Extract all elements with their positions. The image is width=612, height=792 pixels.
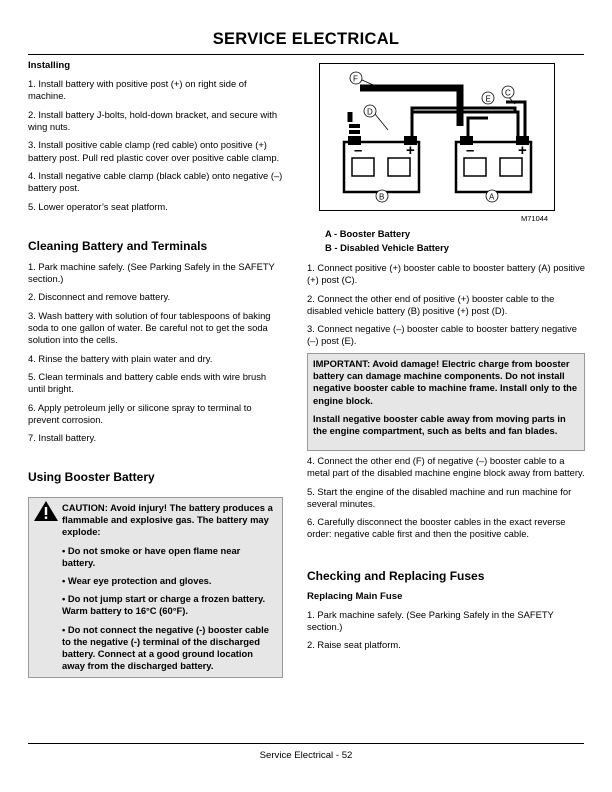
battery-illustration bbox=[320, 64, 554, 210]
callout-c: C bbox=[505, 88, 511, 98]
figure-id: M71044 bbox=[521, 214, 549, 223]
fuse-step: 1. Park machine safely. (See Parking Safely in the SAFETY section.) bbox=[307, 608, 554, 632]
figure-legend bbox=[325, 227, 449, 255]
main-fuse-label: Replacing Main Fuse bbox=[307, 590, 403, 602]
booster-step: 3. Connect negative (–) booster cable to booster battery negative (–) post (E). bbox=[307, 323, 577, 347]
callout-b: B bbox=[379, 192, 385, 202]
callout-a: A bbox=[489, 192, 495, 202]
cleaning-step: 6. Apply petroleum jelly or silicone spray to terminal to prevent corrosion. bbox=[28, 401, 252, 425]
cleaning-step: 7. Install battery. bbox=[28, 432, 97, 444]
booster-step: 6. Carefully disconnect the booster cables in the exact reverse order: negative cable first and then the positive cable. bbox=[307, 516, 566, 540]
callout-e: E bbox=[485, 94, 491, 104]
installing-step: 3. Install positive cable clamp (red cable) onto positive (+) battery post. Pull red plastic cover over positive cable clamp. bbox=[28, 139, 280, 163]
cleaning-step: 1. Park machine safely. (See Parking Safely in the SAFETY section.) bbox=[28, 260, 275, 284]
installing-step: 5. Lower operator’s seat platform. bbox=[28, 200, 168, 212]
caution-bullet: • Do not jump start or charge a frozen battery. Warm battery to 16°C (60°F). bbox=[62, 593, 266, 617]
caution-bullet: • Wear eye protection and gloves. bbox=[62, 575, 212, 587]
cleaning-step: 3. Wash battery with solution of four tablespoons of baking soda to one gallon of water. Be careful not to get the soda solution into the cells. bbox=[28, 309, 271, 346]
cleaning-step: 5. Clean terminals and battery cable ends with wire brush until bright. bbox=[28, 370, 267, 395]
installing-step: 4. Install negative cable clamp (black cable) onto negative (–) battery post. bbox=[28, 169, 283, 194]
legend-item-a: A - Booster Battery bbox=[325, 228, 411, 239]
minus-sign: – bbox=[354, 142, 363, 159]
caution-bullet: • Do not smoke or have open flame near battery. bbox=[62, 544, 241, 568]
cleaning-step: 2. Disconnect and remove battery. bbox=[28, 291, 171, 303]
plus-sign: + bbox=[518, 142, 527, 159]
booster-battery-diagram bbox=[319, 63, 555, 211]
warning-icon bbox=[33, 500, 59, 522]
booster-heading: Using Booster Battery bbox=[28, 470, 155, 485]
important-text: IMPORTANT: Avoid damage! Electric charge from booster battery can damage machine components. Do not install negative booster cable to machine frame. Install only to the engine block. bbox=[313, 358, 578, 406]
caution-bullet: • Do not connect the negative (-) booster cable to the negative (-) terminal of the discharged battery. Connect at a good ground location away from the discharged battery. bbox=[62, 623, 269, 672]
booster-step: 2. Connect the other end of positive (+) booster cable to the disabled vehicle battery (B) positive (+) post (D). bbox=[307, 292, 555, 316]
caution-box bbox=[28, 497, 283, 678]
caution-text: CAUTION: Avoid injury! The battery produces a flammable and explosive gas. The battery may explode: bbox=[62, 502, 273, 538]
booster-step: 1. Connect positive (+) booster cable to booster battery (A) positive (+) post (C). bbox=[307, 262, 586, 286]
cleaning-heading: Cleaning Battery and Terminals bbox=[28, 238, 208, 253]
callout-f: F bbox=[353, 74, 358, 84]
booster-step: 4. Connect the other end (F) of negative (–) booster cable to a metal part of the disabled machine engine block away from battery. bbox=[307, 455, 585, 479]
right-column-bottom bbox=[307, 455, 585, 658]
installing-step: 2. Install battery J-bolts, hold-down bracket, and secure with wing nuts. bbox=[28, 108, 278, 132]
plus-sign: + bbox=[406, 142, 415, 159]
minus-sign: – bbox=[466, 142, 475, 159]
page-footer: Service Electrical - 52 bbox=[28, 743, 584, 761]
installing-label: Installing bbox=[28, 60, 71, 71]
legend-item-b: B - Disabled Vehicle Battery bbox=[325, 242, 450, 253]
page-title: SERVICE ELECTRICAL bbox=[212, 30, 400, 48]
fuse-step: 2. Raise seat platform. bbox=[307, 639, 401, 651]
callout-d: D bbox=[367, 107, 373, 117]
important-box bbox=[307, 353, 585, 451]
left-column bbox=[28, 60, 283, 492]
fuses-heading: Checking and Replacing Fuses bbox=[307, 568, 485, 583]
booster-step: 5. Start the engine of the disabled machine and run machine for several minutes. bbox=[307, 485, 572, 509]
cleaning-step: 4. Rinse the battery with plain water and dry. bbox=[28, 352, 213, 364]
page-header bbox=[28, 28, 584, 55]
installing-step: 1. Install battery with positive post (+) on right side of machine. bbox=[28, 78, 247, 102]
right-column-top bbox=[307, 262, 585, 354]
important-text: Install negative booster cable away from moving parts in the engine compartment, such as belts and fan blades. bbox=[313, 412, 566, 437]
